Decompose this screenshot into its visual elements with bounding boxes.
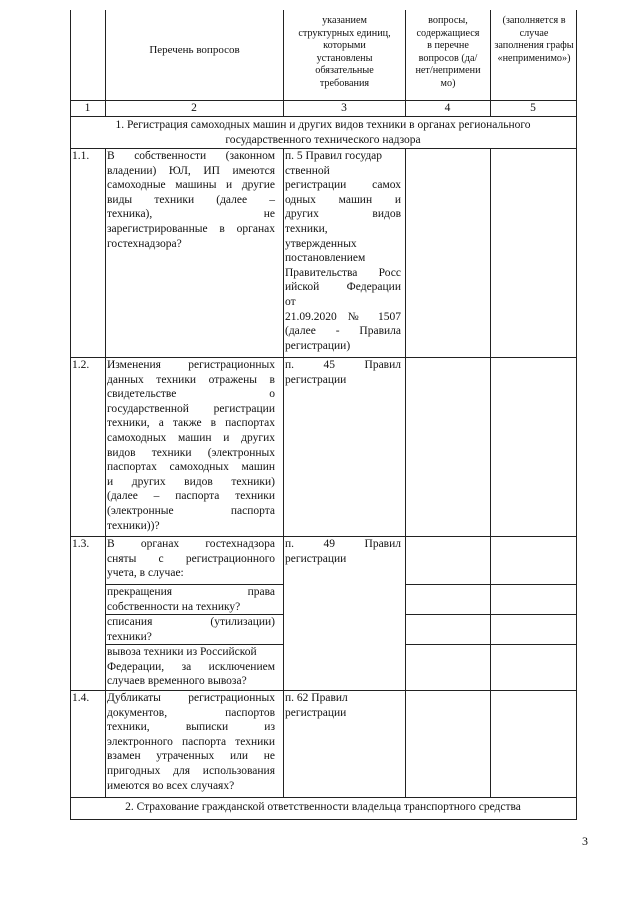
row-divider xyxy=(70,797,577,798)
col-divider xyxy=(490,148,491,797)
header-questions: Перечень вопросов xyxy=(149,44,240,56)
section-heading: 1. Регистрация самоходных машин и других видов техники в органах регионального государственного технического надзора xyxy=(115,119,531,146)
column-number: 4 xyxy=(444,102,451,114)
row-divider xyxy=(405,614,577,615)
row-number: 1.3. xyxy=(72,538,90,550)
requirement-reference: п. 5 Правил государ ственной регистрации самох одных машин и других видов техники, утвержденных постановлением Правительства Росс ийской Федерации от 21.09.2020 № 1507 (далее - Правила регистрации) xyxy=(285,150,401,352)
requirement-reference: п. 62 Правил регистрации xyxy=(285,692,348,719)
requirement-reference: п. 45 Правил регистрации xyxy=(285,359,401,386)
column-number: 2 xyxy=(191,102,197,114)
question-text: В собственности (законном владении) ЮЛ, ИП имеются самоходные машины и другие виды техники (далее – техника), не зарегистрированные в органах гостехнадзора? xyxy=(107,150,275,250)
sub-question: вывоза техники из Российской Федерации, за исключением случаев временного вывоза? xyxy=(107,646,275,688)
row-number: 1.1. xyxy=(72,150,90,162)
sub-question: списания (утилизации) техники? xyxy=(107,616,275,643)
column-number: 5 xyxy=(530,102,536,114)
table-border-right xyxy=(576,10,577,820)
row-divider xyxy=(70,116,577,117)
col-divider xyxy=(283,148,284,797)
page-number: 3 xyxy=(582,834,588,848)
row-number: 1.2. xyxy=(72,359,90,371)
col-divider xyxy=(405,148,406,797)
question-text: В органах гостехнадзора сняты с регистрационного учета, в случае: xyxy=(107,538,275,580)
header-note: (заполняется в случае заполнения графы «неприменимо») xyxy=(494,15,574,64)
question-text: Дубликаты регистрационных документов, паспортов техники, выписки из электронного паспорта техники взамен утраченных или не пригодных для использования имеются во всех случаях? xyxy=(107,692,275,792)
column-number: 3 xyxy=(341,102,347,114)
row-divider xyxy=(405,584,577,585)
row-number: 1.4. xyxy=(72,692,90,704)
section-heading: 2. Страхование гражданской ответственности владельца транспортного средства xyxy=(125,801,521,813)
table-border-left xyxy=(70,10,71,820)
sub-question: прекращения права собственности на технику? xyxy=(107,586,275,613)
question-text: Изменения регистрационных данных техники отражены в свидетельстве о государственной регистрации техники, а также в паспортах самоходных машин и других видов техники (электронных паспортах самоходных машин и других видов техники) (далее – паспорта техники (электронные паспорта техники))? xyxy=(107,359,275,532)
row-divider xyxy=(70,819,577,820)
row-divider xyxy=(405,644,577,645)
header-requirements: указанием структурных единиц, которыми установлены обязательные требования xyxy=(298,15,391,89)
col-divider xyxy=(105,148,106,797)
column-number: 1 xyxy=(84,102,91,114)
requirement-reference: п. 49 Правил регистрации xyxy=(285,538,401,565)
header-answers: вопросы, содержащиеся в перечне вопросов (да/ нет/непримени мо) xyxy=(415,15,481,89)
